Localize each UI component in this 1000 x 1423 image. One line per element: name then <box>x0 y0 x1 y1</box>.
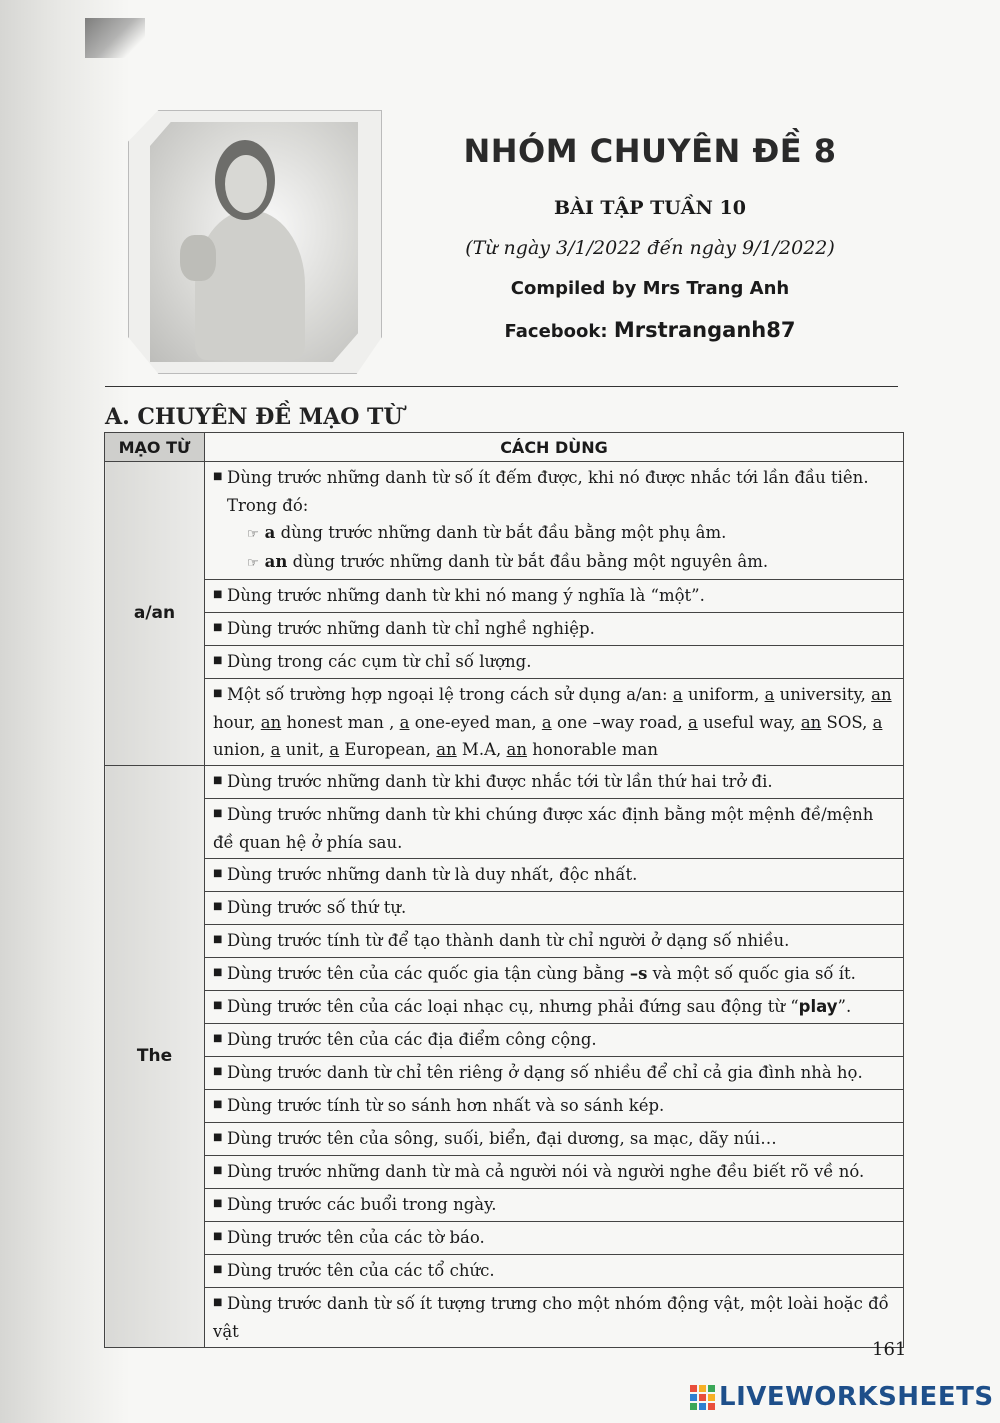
table-row <box>105 1288 904 1348</box>
usage-cell: ■ Dùng trước những danh từ khi được nhắc tới từ lần thứ hai trở đi. <box>205 766 904 799</box>
exception-article: a <box>688 713 698 732</box>
bullet-icon: ■ <box>213 967 223 978</box>
photo-figure-body <box>195 210 305 360</box>
bullet-icon: ■ <box>213 1165 223 1176</box>
exception-word: European, <box>339 740 437 759</box>
exception-article: a <box>541 713 552 732</box>
facebook-label: Facebook: <box>504 321 608 342</box>
col-header-usage: CÁCH DÙNG <box>205 433 904 462</box>
bullet-icon: ■ <box>213 1099 223 1110</box>
exception-word: unit, <box>280 740 330 759</box>
exception-word: university, <box>774 685 872 704</box>
usage-cell: ■ Dùng trước tên của các quốc gia tận cùng bằng –s và một số quốc gia số ít. <box>205 958 904 991</box>
bullet-icon: ■ <box>213 775 223 786</box>
exception-word: hour, <box>213 713 261 732</box>
table-row <box>105 892 904 925</box>
exception-article: an <box>436 740 457 759</box>
table-row <box>105 646 904 679</box>
sub-item-an: ☞ an dùng trước những danh từ bắt đầu bằng một nguyên âm. <box>247 552 769 571</box>
exception-word: union, <box>213 740 271 759</box>
usage-cell: ■ Dùng trước tính từ để tạo thành danh từ chỉ người ở dạng số nhiều. <box>205 925 904 958</box>
exception-word: SOS, <box>821 713 873 732</box>
usage-cell: ■ Dùng trước tên của các loại nhạc cụ, nhưng phải đứng sau động từ “play”. <box>205 991 904 1024</box>
facebook-line <box>430 318 870 342</box>
compiled-by: Compiled by Mrs Trang Anh <box>510 278 790 299</box>
page-subtitle: BÀI TẬP TUẦN 10 <box>554 197 746 219</box>
bullet-icon: ■ <box>213 1264 223 1275</box>
bullet-icon: ■ <box>213 1132 223 1143</box>
usage-cell: ■ Dùng trước những danh từ là duy nhất, độc nhất. <box>205 859 904 892</box>
exception-word: honorable man <box>526 740 659 759</box>
exception-article: a <box>270 740 281 759</box>
bullet-icon: ■ <box>213 655 223 666</box>
table-row <box>105 1123 904 1156</box>
exception-article: a <box>872 713 883 732</box>
article-label-the: The <box>105 766 205 1348</box>
table-row <box>105 859 904 892</box>
exception-word: honest man , <box>281 713 400 732</box>
usage-cell: ■ Dùng trước tên của các địa điểm công cộng. <box>205 1024 904 1057</box>
exception-word: one-eyed man, <box>409 713 542 732</box>
scan-corner <box>85 18 145 58</box>
usage-cell-exceptions: ■ Một số trường hợp ngoại lệ trong cách sử dụng a/an: a uniform, a university, an hour, an honest man , a one-eyed man, a one –way road, a useful way, an SOS, a union, a unit, a European, an M.A, an honorable man <box>205 679 904 766</box>
usage-cell: ■ Dùng trong các cụm từ chỉ số lượng. <box>205 646 904 679</box>
pointing-finger-icon: ☞ <box>247 556 259 571</box>
table-row <box>105 1255 904 1288</box>
table-row <box>105 1024 904 1057</box>
usage-cell: ■ Dùng trước những danh từ mà cả người nói và người nghe đều biết rõ về nó. <box>205 1156 904 1189</box>
bullet-icon: ■ <box>213 1033 223 1044</box>
usage-cell: ■ Dùng trước tên của các tổ chức. <box>205 1255 904 1288</box>
photo-figure-hand <box>180 235 216 281</box>
article-usage-table <box>104 432 904 1348</box>
bullet-icon: ■ <box>213 1066 223 1077</box>
article-label-a-an: a/an <box>105 462 205 766</box>
bullet-icon: ■ <box>213 589 223 600</box>
usage-cell: ■ Dùng trước tên của các tờ báo. <box>205 1222 904 1255</box>
exception-article: an <box>871 685 892 704</box>
exception-article: a <box>764 685 775 704</box>
usage-cell: ■ Dùng trước những danh từ chỉ nghề nghiệp. <box>205 613 904 646</box>
usage-cell: ■ Dùng trước những danh từ khi chúng được xác định bằng một mệnh đề/mệnh đề quan hệ ở phía sau. <box>205 799 904 859</box>
liveworksheets-logo[interactable] <box>690 1380 994 1414</box>
page-title: NHÓM CHUYÊN ĐỀ 8 <box>463 132 837 170</box>
bullet-icon: ■ <box>213 688 223 699</box>
usage-cell: ■ Dùng trước số thứ tự. <box>205 892 904 925</box>
table-row <box>105 1156 904 1189</box>
table-row <box>105 799 904 859</box>
exception-article: an <box>506 740 527 759</box>
bullet-icon: ■ <box>213 1297 223 1308</box>
facebook-handle: Mrstranganh87 <box>613 318 796 342</box>
page-number: 161 <box>872 1339 907 1360</box>
bullet-icon: ■ <box>213 471 223 482</box>
table-row <box>105 462 904 580</box>
header-divider <box>105 386 898 387</box>
table-row <box>105 958 904 991</box>
table-row <box>105 991 904 1024</box>
exception-article: an <box>800 713 822 732</box>
bullet-icon: ■ <box>213 901 223 912</box>
bullet-icon: ■ <box>213 868 223 879</box>
exception-article: an <box>260 713 282 732</box>
bullet-icon: ■ <box>213 808 223 819</box>
table-row <box>105 1222 904 1255</box>
table-row <box>105 613 904 646</box>
table-row <box>105 1057 904 1090</box>
exception-word: M.A, <box>456 740 507 759</box>
section-title: A. CHUYÊN ĐỀ MẠO TỪ <box>105 404 403 430</box>
table-row <box>105 1090 904 1123</box>
exception-article: a <box>399 713 410 732</box>
table-row <box>105 925 904 958</box>
usage-cell: ■ Dùng trước tên của sông, suối, biển, đại dương, sa mạc, dãy núi… <box>205 1123 904 1156</box>
bullet-icon: ■ <box>213 1000 223 1011</box>
bullet-icon: ■ <box>213 622 223 633</box>
table-row <box>105 679 904 766</box>
exception-article: a <box>672 685 683 704</box>
bullet-icon: ■ <box>213 934 223 945</box>
exception-word: one –way road, <box>551 713 689 732</box>
liveworksheets-wordmark: LIVEWORKSHEETS <box>719 1382 994 1412</box>
pointing-finger-icon: ☞ <box>247 527 259 542</box>
col-header-article: MẠO TỪ <box>105 433 205 462</box>
usage-cell: ■ Dùng trước tính từ so sánh hơn nhất và so sánh kép. <box>205 1090 904 1123</box>
table-row <box>105 1189 904 1222</box>
usage-cell: ■ Dùng trước danh từ số ít tượng trưng cho một nhóm động vật, một loài hoặc đồ vật <box>205 1288 904 1348</box>
liveworksheets-grid-icon <box>690 1385 715 1410</box>
usage-cell: ■ Dùng trước những danh từ khi nó mang ý nghĩa là “một”. <box>205 580 904 613</box>
usage-cell: ■ Dùng trước danh từ chỉ tên riêng ở dạng số nhiều để chỉ cả gia đình nhà họ. <box>205 1057 904 1090</box>
date-range: (Từ ngày 3/1/2022 đến ngày 9/1/2022) <box>465 237 835 259</box>
bullet-icon: ■ <box>213 1231 223 1242</box>
sub-item-a: ☞ a dùng trước những danh từ bắt đầu bằng một phụ âm. <box>247 523 727 542</box>
exception-article: a <box>329 740 340 759</box>
exception-word: useful way, <box>697 713 801 732</box>
table-row <box>105 580 904 613</box>
exception-word: uniform, <box>682 685 765 704</box>
usage-cell: ■ Dùng trước những danh từ số ít đếm được, khi nó được nhắc tới lần đầu tiên. Trong đó: ☞ a dùng trước những danh từ bắt đầu bằng một phụ âm. ☞ an dùng trước những danh từ bắt đầu bằng một nguyên âm. <box>205 462 904 580</box>
bullet-icon: ■ <box>213 1198 223 1209</box>
table-header-row <box>105 433 904 462</box>
photo-figure-face <box>225 155 267 213</box>
usage-cell: ■ Dùng trước các buổi trong ngày. <box>205 1189 904 1222</box>
table-row <box>105 766 904 799</box>
